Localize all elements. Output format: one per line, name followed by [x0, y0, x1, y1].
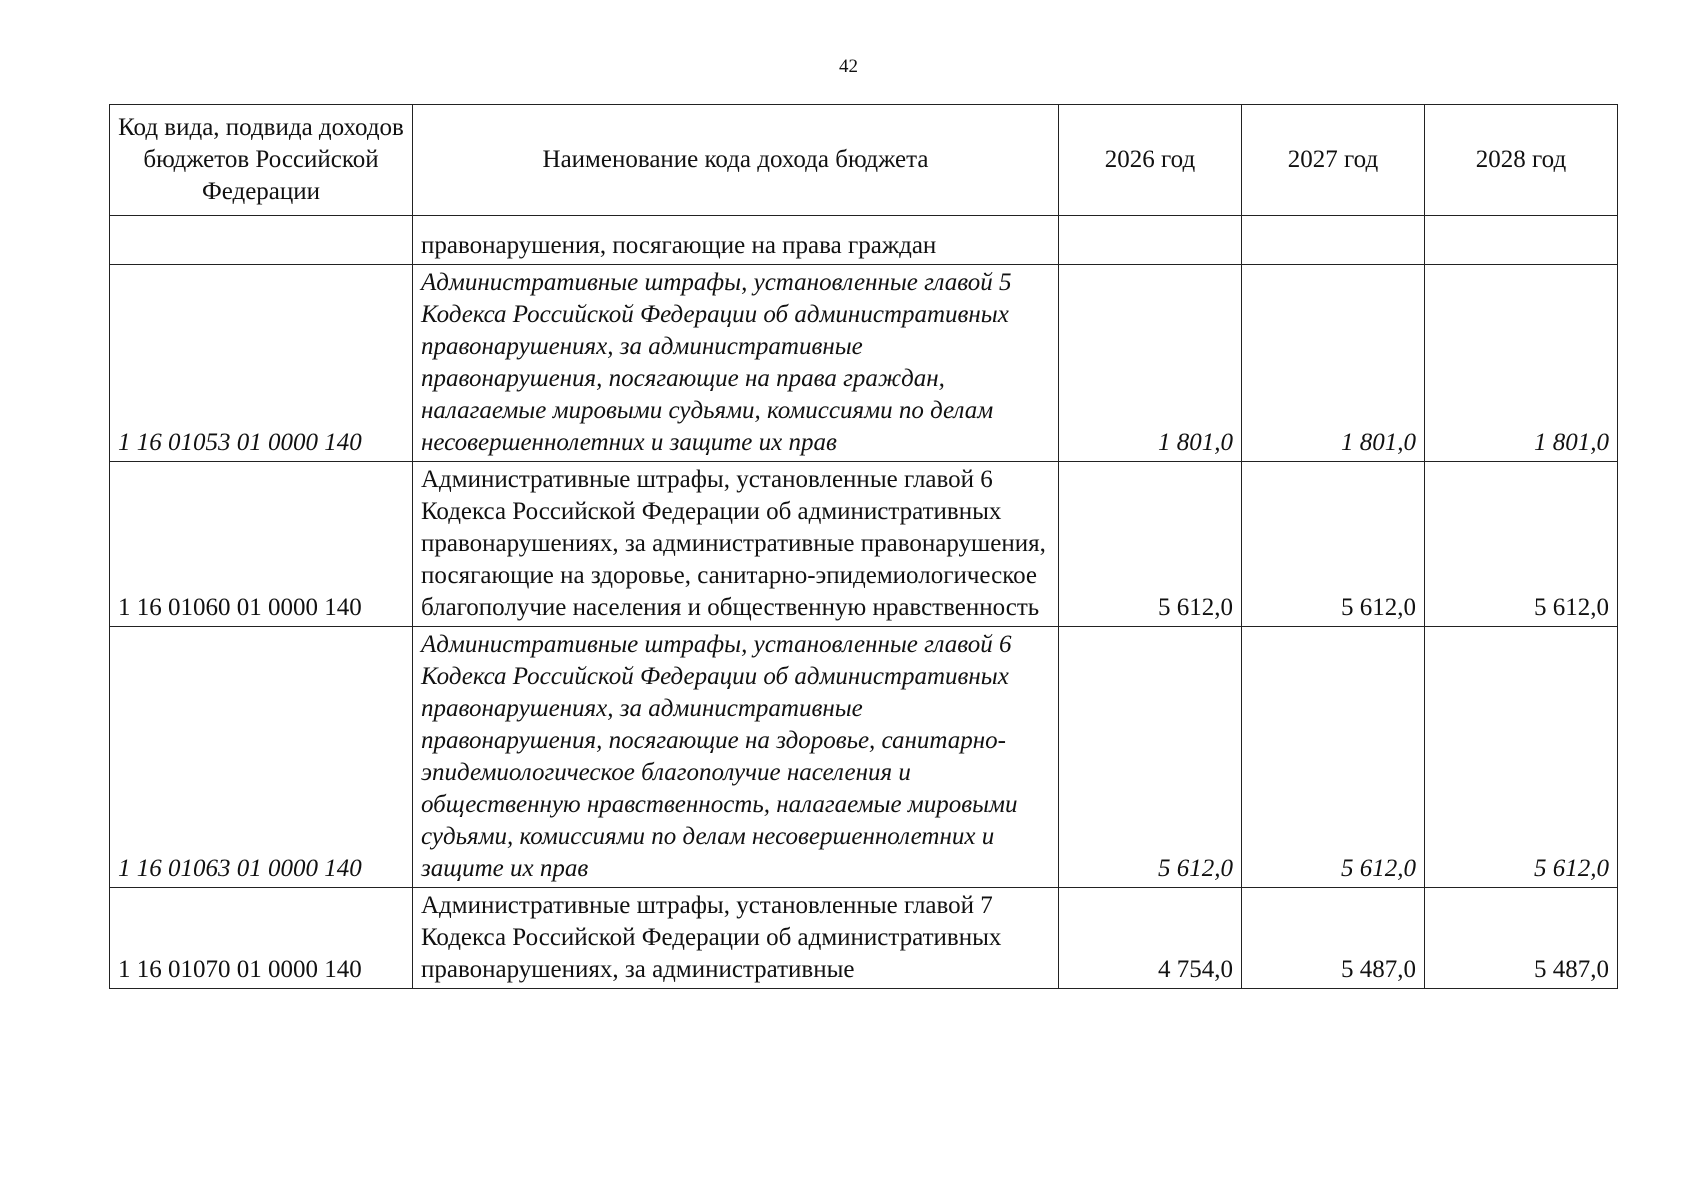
table-row	[110, 265, 1618, 462]
cell-2026	[1059, 216, 1242, 265]
cell-name: Административные штрафы, установленные главой 6 Кодекса Российской Федерации об административных правонарушениях, за административные правонарушения, посягающие на здоровье, санитарно-эпидемиологическое благополучие населения и общественную нравственность, налагаемые мировыми судьями, комиссиями по делам несовершеннолетних и защите их прав	[413, 627, 1059, 888]
cell-code: 1 16 01060 01 0000 140	[110, 462, 413, 627]
table-header	[110, 105, 1618, 216]
table-row	[110, 627, 1618, 888]
cell-2028: 5 612,0	[1425, 627, 1618, 888]
header-year-2028: 2028 год	[1425, 105, 1618, 216]
cell-2028: 5 487,0	[1425, 888, 1618, 989]
header-row	[110, 105, 1618, 216]
cell-name: Административные штрафы, установленные главой 7 Кодекса Российской Федерации об административных правонарушениях, за административные	[413, 888, 1059, 989]
cell-name: правонарушения, посягающие на права граждан	[413, 216, 1059, 265]
header-name: Наименование кода дохода бюджета	[413, 105, 1059, 216]
header-code: Код вида, подвида доходов бюджетов Российской Федерации	[110, 105, 413, 216]
cell-2028	[1425, 216, 1618, 265]
cell-2028: 1 801,0	[1425, 265, 1618, 462]
cell-2027: 1 801,0	[1242, 265, 1425, 462]
cell-code: 1 16 01070 01 0000 140	[110, 888, 413, 989]
cell-code: 1 16 01053 01 0000 140	[110, 265, 413, 462]
cell-name: Административные штрафы, установленные главой 6 Кодекса Российской Федерации об административных правонарушениях, за административные правонарушения, посягающие на здоровье, санитарно-эпидемиологическое благополучие населения и общественную нравственность	[413, 462, 1059, 627]
table-row	[110, 462, 1618, 627]
cell-code: 1 16 01063 01 0000 140	[110, 627, 413, 888]
table-body	[110, 216, 1618, 989]
budget-revenue-table	[109, 104, 1618, 989]
cell-2026: 5 612,0	[1059, 627, 1242, 888]
cell-2027	[1242, 216, 1425, 265]
cell-2026: 1 801,0	[1059, 265, 1242, 462]
cell-2027: 5 612,0	[1242, 627, 1425, 888]
page-number: 42	[839, 56, 858, 77]
header-year-2027: 2027 год	[1242, 105, 1425, 216]
table-row	[110, 216, 1618, 265]
table-row	[110, 888, 1618, 989]
cell-2027: 5 612,0	[1242, 462, 1425, 627]
cell-2026: 5 612,0	[1059, 462, 1242, 627]
cell-2027: 5 487,0	[1242, 888, 1425, 989]
cell-code	[110, 216, 413, 265]
cell-2028: 5 612,0	[1425, 462, 1618, 627]
header-year-2026: 2026 год	[1059, 105, 1242, 216]
cell-name: Административные штрафы, установленные главой 5 Кодекса Российской Федерации об административных правонарушениях, за административные правонарушения, посягающие на права граждан, налагаемые мировыми судьями, комиссиями по делам несовершеннолетних и защите их прав	[413, 265, 1059, 462]
cell-2026: 4 754,0	[1059, 888, 1242, 989]
